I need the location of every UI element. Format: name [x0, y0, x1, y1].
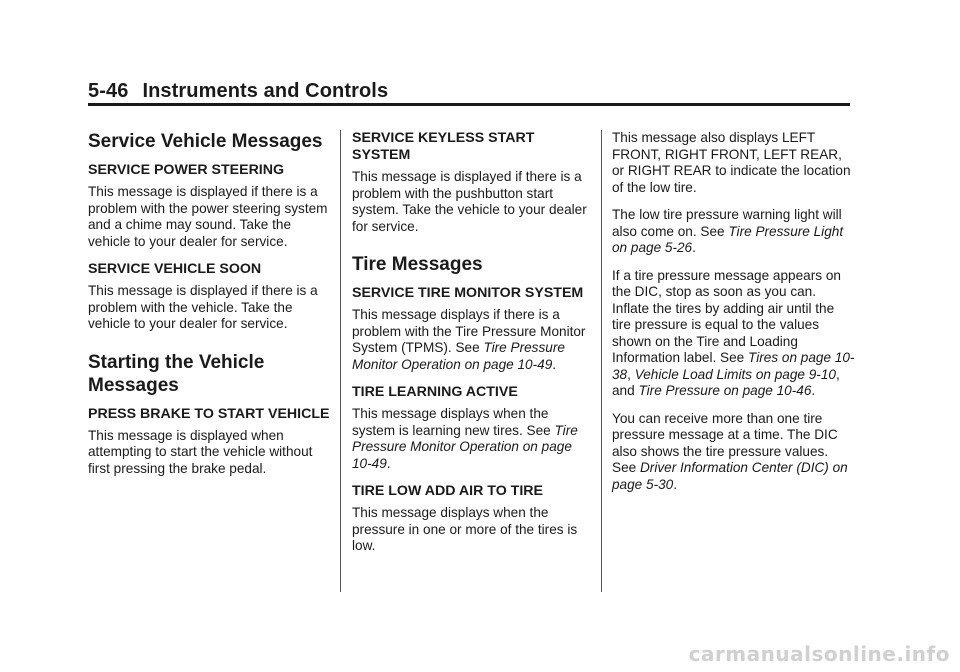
reference-link[interactable]: Tire Pressure Monitor Operation on page 10-49 — [352, 340, 565, 372]
message-title-tire-monitor: SERVICE TIRE MONITOR SYSTEM — [352, 285, 584, 301]
message-body-power-steering: This message is displayed if there is a problem with the power steering system and a chime may sound. Take the vehicle to your dealer for service. — [88, 184, 328, 249]
paragraph-inflate-tires: If a tire pressure message appears on the DIC, stop as soon as you can. Inflate the tires by adding air until the tire pressure is equal to the values shown on the Tire and Loading Information label. See Tires on page 10-38, Vehicle Load Limits on page 9-10, and Tire Pressure on page 10-46. — [612, 267, 855, 398]
column-2 — [352, 130, 594, 566]
reference-link[interactable]: Tires on page 10-38 — [612, 350, 855, 382]
page-number: 5-46 — [88, 80, 129, 102]
column-divider-2 — [601, 130, 602, 592]
reference-link[interactable]: Vehicle Load Limits on page 9-10 — [634, 366, 836, 382]
reference-link[interactable]: Driver Information Center (DIC) on page 5-30 — [612, 460, 848, 492]
message-title-press-brake: PRESS BRAKE TO START VEHICLE — [88, 405, 330, 422]
message-body-tire-monitor: This message displays if there is a problem with the Tire Pressure Monitor System (TPMS). See Tire Pressure Monitor Operation on page 10-49. — [352, 307, 586, 372]
message-body-vehicle-soon: This message is displayed if there is a problem with the vehicle. Take the vehicle to your dealer for service. — [88, 283, 318, 331]
header-rule — [88, 103, 850, 106]
message-title-keyless-start: SERVICE KEYLESS START SYSTEM — [352, 130, 535, 163]
section-title-service-vehicle: Service Vehicle Messages — [88, 131, 323, 152]
column-divider-1 — [340, 130, 341, 592]
column-3 — [612, 130, 856, 504]
message-title-vehicle-soon: SERVICE VEHICLE SOON — [88, 261, 262, 277]
page-header — [88, 80, 850, 103]
message-title-tire-learning: TIRE LEARNING ACTIVE — [352, 384, 518, 400]
message-body-tire-low: This message displays when the pressure in one or more of the tires is low. — [352, 505, 578, 553]
paragraph-multiple-messages: You can receive more than one tire pressure message at a time. The DIC also shows the tire pressure values. See Driver Information Center (DIC) on page 5-30. — [612, 410, 848, 492]
reference-link[interactable]: Tire Pressure Light on page 5-26 — [612, 223, 844, 255]
section-title-starting-vehicle: Starting the Vehicle Messages — [88, 351, 265, 396]
message-body-tire-learning: This message displays when the system is learning new tires. See Tire Pressure Monitor Operation on page 10-49. — [352, 406, 578, 471]
message-body-press-brake: This message is displayed when attempting to start the vehicle without first pressing the brake pedal. — [88, 427, 313, 476]
chapter-title: Instruments and Controls — [142, 80, 389, 102]
reference-link[interactable]: Tire Pressure Monitor Operation on page 10-49 — [352, 422, 578, 471]
watermark-logo: carmanualsonline.info — [688, 642, 950, 666]
section-title-tire-messages: Tire Messages — [352, 254, 483, 275]
column-1 — [88, 130, 330, 488]
paragraph-low-tire-location: This message also displays LEFT FRONT, RIGHT FRONT, LEFT REAR, or RIGHT REAR to indicate the location of the low tire. — [612, 130, 851, 195]
message-title-tire-low: TIRE LOW ADD AIR TO TIRE — [352, 483, 543, 499]
paragraph-warning-light: The low tire pressure warning light will also come on. See Tire Pressure Light on page 5-26. — [612, 207, 844, 255]
message-title-power-steering: SERVICE POWER STEERING — [88, 162, 285, 178]
message-body-keyless-start: This message is displayed if there is a problem with the pushbutton start system. Take the vehicle to your dealer for service. — [352, 169, 587, 234]
reference-link[interactable]: Tire Pressure on page 10-46 — [638, 383, 812, 398]
